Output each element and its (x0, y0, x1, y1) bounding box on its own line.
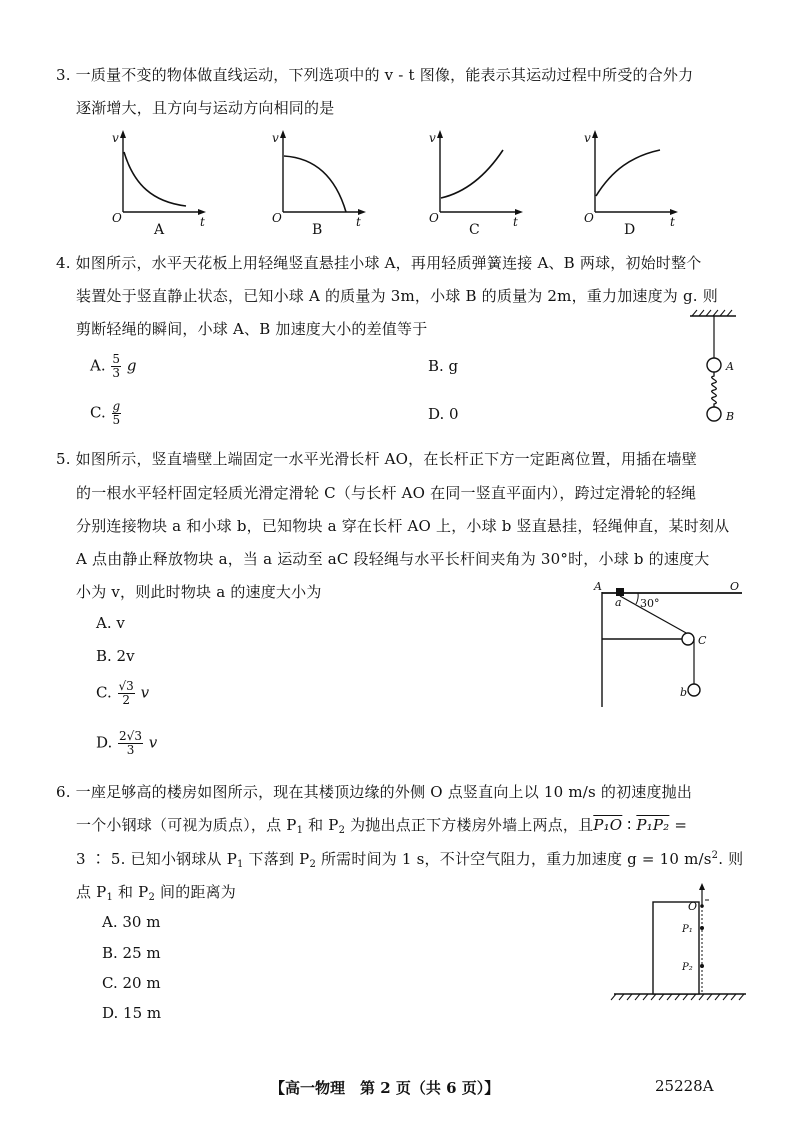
point-a-label: A (594, 580, 602, 593)
q6-option-a[interactable]: A. 30 m (102, 913, 161, 931)
v-axis-label: v (584, 131, 591, 145)
q4-stem-line3: 剪断轻绳的瞬间，小球 A、B 加速度大小的差值等于 (76, 320, 428, 338)
q3-graph-c (425, 130, 525, 240)
point-p2-label: P₂ (682, 962, 693, 973)
q5-pulley-figure (592, 582, 752, 712)
q3-stem-line1: 3. 一质量不变的物体做直线运动，下列选项中的 v - t 图像，能表示其运动过程中所受的合外力 (56, 66, 694, 84)
q3-graph-a (108, 130, 208, 240)
q5-option-b[interactable]: B. 2v (96, 647, 135, 665)
q4-stem-line1: 4. 如图所示，水平天花板上用轻绳竖直悬挂小球 A，再用轻质弹簧连接 A、B 两球，初始时整个 (56, 254, 702, 272)
origin-label: O (429, 211, 439, 225)
t-axis-label: t (200, 215, 205, 229)
q4-option-c[interactable]: C. $\frac{g}{5}$ (90, 399, 121, 427)
v-axis-label: v (272, 131, 279, 145)
t-axis-label: t (356, 215, 361, 229)
q6-stem-line1: 6. 一座足够高的楼房如图所示，现在其楼顶边缘的外侧 O 点竖直向上以 10 m/s 的初速度抛出 (56, 783, 693, 801)
q5-option-c[interactable]: C. $\frac{√3}{2}$ v (96, 679, 150, 707)
point-p1-label: P₁ (682, 924, 693, 935)
graph-label-b: B (312, 222, 323, 238)
ball-b-label: b (680, 686, 688, 699)
q6-stem-line3: 3 ∶ 5. 已知小钢球从 $P_1$ 下落到 $P_2$ 所需时间为 1 s，不计空气阻力，重力加速度 g = 10 $m/s^2$. 则 (76, 850, 744, 870)
q4-stem-line2: 装置处于竖直静止状态，已知小球 A 的质量为 3m，小球 B 的质量为 2m，重力加速度为 g. 则 (76, 287, 718, 305)
point-o-label: O (688, 900, 698, 913)
q6-option-b[interactable]: B. 25 m (102, 944, 161, 962)
v-axis-label: v (112, 131, 119, 145)
t-axis-label: t (513, 215, 518, 229)
q4-spring-figure (690, 312, 750, 424)
q3-stem-line2: 逐渐增大，且方向与运动方向相同的是 (76, 99, 335, 117)
pulley-c-label: C (698, 634, 707, 647)
block-a-label: a (615, 596, 622, 609)
q5-stem-line2: 的一根水平轻杆固定轻质光滑定滑轮 C（与长杆 AO 在同一竖直平面内），跨过定滑轮的轻绳 (76, 484, 697, 502)
exam-code: 25228A (655, 1077, 714, 1095)
q6-stem-line2: 一个小钢球（可视为质点），点 $P_1$ 和 $P_2$ 为抛出点正下方楼房外墙上两点，且P₁O ∶ P₁P₂ = (76, 816, 688, 836)
point-o-label: O (730, 580, 740, 593)
q3-graph-d (580, 130, 680, 240)
q5-stem-line3: 分别连接物块 a 和小球 b，已知物块 a 穿在长杆 AO 上，小球 b 竖直悬挂，轻绳伸直，某时刻从 (76, 517, 730, 535)
page-footer: 【高一物理 第 2 页（共 6 页）】 (270, 1079, 500, 1097)
q4-option-a[interactable]: A. $\frac{5}{3}$ g (90, 352, 137, 380)
origin-label: O (584, 211, 594, 225)
origin-label: O (272, 211, 282, 225)
q4-option-b[interactable]: B. g (428, 357, 459, 375)
q3-graph-b (268, 130, 368, 240)
q5-stem-line1: 5. 如图所示，竖直墙壁上端固定一水平光滑长杆 AO，在长杆正下方一定距离位置，用插在墙壁 (56, 450, 697, 468)
v-axis-label: v (429, 131, 436, 145)
ball-b-label: B (726, 410, 735, 423)
graph-label-a: A (154, 222, 165, 238)
q5-stem-line5: 小为 v，则此时物块 a 的速度大小为 (76, 583, 322, 601)
q6-option-c[interactable]: C. 20 m (102, 974, 161, 992)
graph-label-c: C (469, 222, 480, 238)
graph-label-d: D (624, 222, 636, 238)
q5-stem-line4: A 点由静止释放物块 a，当 a 运动至 aC 段轻绳与水平长杆间夹角为 30°时，小球 b 的速度大 (76, 550, 710, 568)
t-axis-label: t (670, 215, 675, 229)
q5-option-a[interactable]: A. v (96, 614, 125, 632)
angle-label: 30° (640, 597, 660, 610)
q6-building-figure (610, 882, 750, 1012)
q6-stem-line4: 点 $P_1$ 和 $P_2$ 间的距离为 (76, 883, 236, 903)
q4-option-d[interactable]: D. 0 (428, 405, 459, 423)
origin-label: O (112, 211, 122, 225)
q6-option-d[interactable]: D. 15 m (102, 1004, 162, 1022)
q5-option-d[interactable]: D. $\frac{2√3}{3}$ v (96, 729, 158, 757)
ball-a-label: A (726, 360, 734, 373)
